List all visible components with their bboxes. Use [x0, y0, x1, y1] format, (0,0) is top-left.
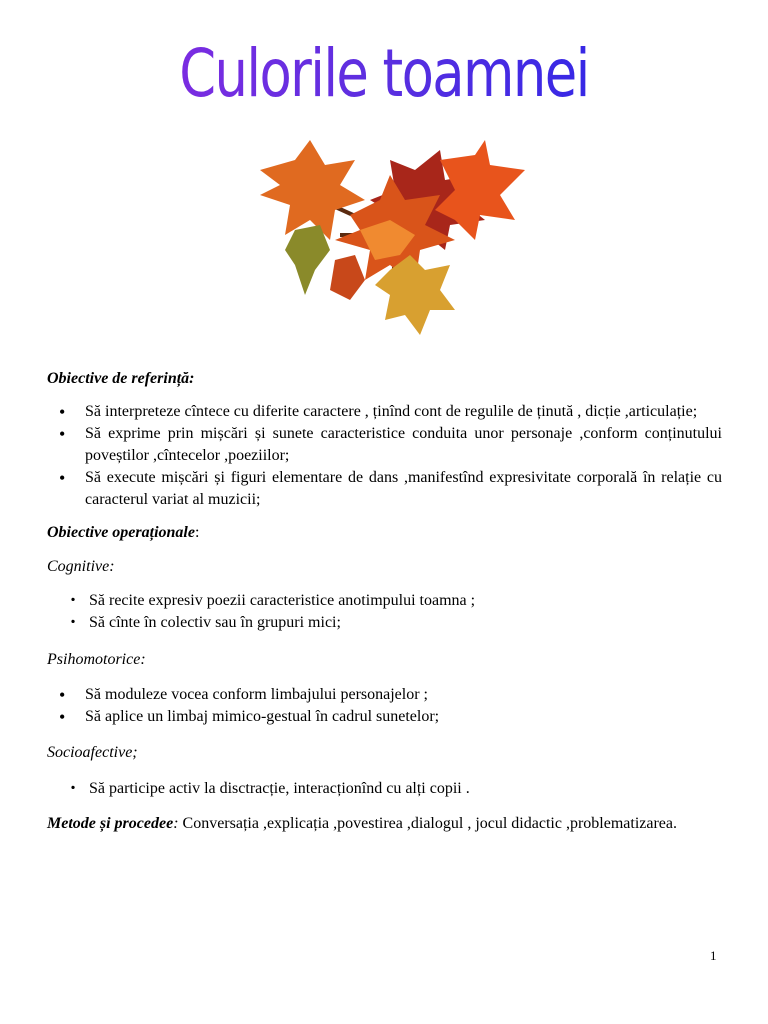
list-item: • Să exprime prin mișcări și sunete caracteristice conduita unor personaje ,conform conținutului poveștilor ,cîntecelor ,poeziilor; [47, 423, 722, 467]
op-heading: Obiective operaționale [47, 524, 195, 541]
ref-list [47, 401, 722, 511]
methods-paragraph [47, 813, 722, 835]
op-colon: : [194, 524, 200, 541]
list-item: • Să execute mișcări și figuri elementare de dans ,manifestînd expresivitate corporală în relație cu caracterul variat al muzicii; [47, 467, 722, 511]
psihomotor-list [47, 684, 722, 728]
op-heading-line [47, 522, 722, 544]
list-item: • Să interpreteze cîntece cu diferite caractere , ținînd cont de regulile de ținută , dicție ,articulație; [47, 401, 722, 423]
cognitive-list [47, 590, 722, 634]
list-item: • Să aplice un limbaj mimico-gestual în cadrul sunetelor; [47, 706, 722, 728]
methods-heading: Metode și procedee [47, 815, 174, 832]
list-item: • Să moduleze vocea conform limbajului personajelor ; [47, 684, 722, 706]
socioafective-list [47, 778, 722, 800]
methods-text: Conversația ,explicația ,povestirea ,dialogul , jocul didactic ,problematizarea. [178, 815, 677, 832]
list-item: • Să cînte în colectiv sau în grupuri mici; [47, 612, 722, 634]
methods-colon: : [173, 815, 179, 832]
ref-heading: Obiective de referință: [47, 370, 195, 387]
autumn-leaves-icon [240, 140, 530, 340]
list-item: • Să participe activ la disctracție, interacționînd cu alți copii . [47, 778, 722, 800]
document-body [47, 368, 722, 835]
cognitive-heading: Cognitive: [47, 558, 115, 575]
page-number: 1 [710, 948, 717, 963]
page-title: Culorile toamnei [77, 34, 691, 114]
list-item: • Să recite expresiv poezii caracteristice anotimpului toamna ; [47, 590, 722, 612]
psihomotor-heading: Psihomotorice: [47, 651, 146, 668]
socioafective-heading: Socioafective; [47, 744, 138, 761]
